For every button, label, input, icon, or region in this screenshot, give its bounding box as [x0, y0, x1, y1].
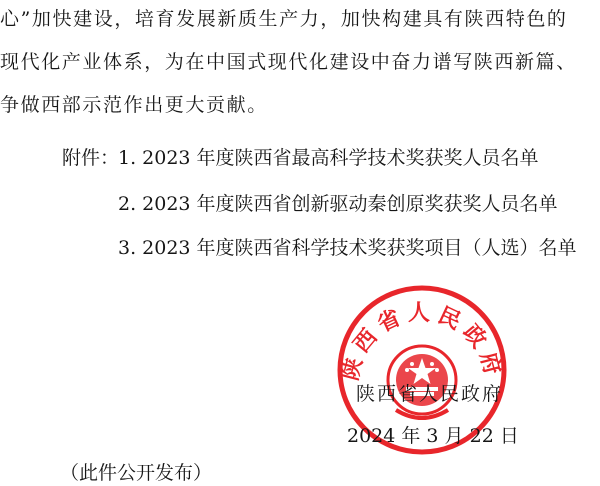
publication-note: （此件公开发布）	[60, 462, 213, 484]
body-text-line-1: 心”加快建设，培育发展新质生产力，加快构建具有陕西特色的	[0, 8, 568, 30]
attachments-label: 附件：	[62, 147, 120, 169]
attachment-item-1: 1. 2023 年度陕西省最高科学技术奖获奖人员名单	[118, 147, 539, 169]
body-text-line-3: 争做西部示范作出更大贡献。	[0, 94, 268, 116]
body-paragraph-line-3	[0, 92, 268, 118]
attachment-item-3: 3. 2023 年度陕西省科学技术奖获奖项目（人选）名单	[118, 237, 577, 259]
issuer-name: 陕西省人民政府	[356, 383, 504, 405]
issue-date: 2024 年 3 月 22 日	[347, 425, 519, 447]
body-paragraph-line-1	[0, 6, 568, 32]
body-paragraph-line-2	[0, 49, 577, 75]
body-text-line-2: 现代化产业体系，为在中国式现代化建设中奋力谱写陕西新篇、	[0, 51, 577, 73]
seal-text: 陕西省人民政府	[337, 300, 507, 384]
attachment-item-2: 2. 2023 年度陕西省创新驱动秦创原奖获奖人员名单	[118, 193, 558, 215]
